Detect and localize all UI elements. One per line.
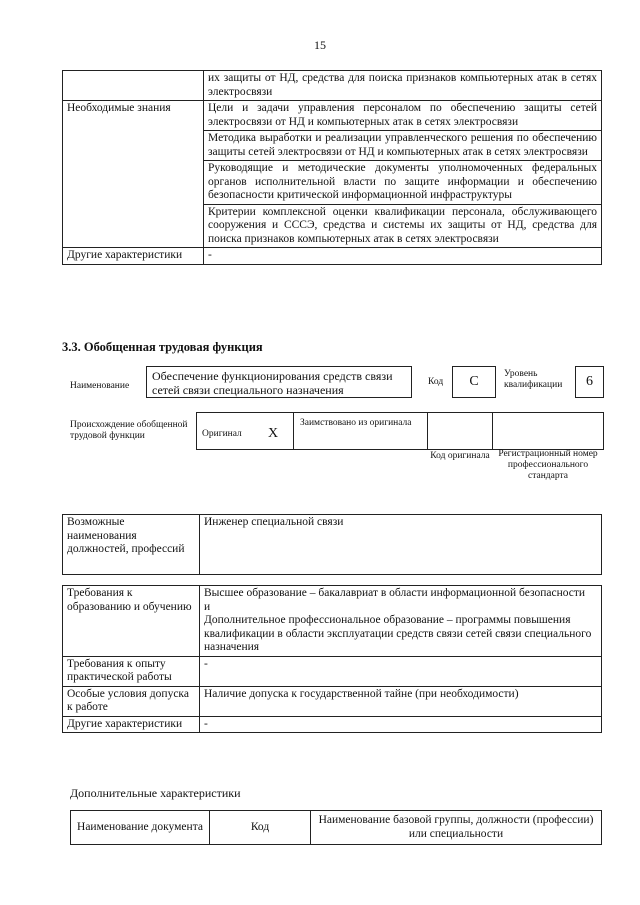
requirement-value: Высшее образование – бакалавриат в области информационной безопасности и Дополнительное профессиональное образование – программы повышения квалификации в области эксплуатации средств связи сетей связи специального назначения [200, 586, 602, 657]
other-value: - [204, 248, 602, 265]
positions-label: Возможные наименования должностей, профессий [63, 515, 200, 575]
requirement-value: - [200, 716, 602, 733]
section-title: 3.3. Обобщенная трудовая функция [62, 340, 263, 354]
requirements-table [62, 585, 602, 733]
other-label: Другие характеристики [63, 248, 204, 265]
name-label: Наименование [70, 381, 130, 391]
additional-table [70, 810, 602, 845]
header-cell: Наименование документа [71, 811, 210, 845]
gtf-name-box: Обеспечение функционирования средств связи сетей связи специального назначения [146, 366, 412, 398]
reg-number-caption: Регистрационный номер профессионального стандарта [498, 449, 598, 481]
borrowed-label: Заимствовано из оригинала [300, 418, 412, 428]
level-box: 6 [575, 366, 604, 398]
table-cell: их защиты от НД, средства для поиска признаков компьютерных атак в сетях электросвязи [204, 71, 602, 101]
knowledge-item: Методика выработки и реализации управленческого решения по обеспечению защиты сетей электросвязи от НД и компьютерных атак в сетях электросвязи [204, 131, 602, 161]
positions-table [62, 514, 602, 575]
knowledge-item: Цели и задачи управления персоналом по обеспечению защиты сетей электросвязи от НД и компьютерных атак в сетях электросвязи [204, 101, 602, 131]
knowledge-label: Необходимые знания [63, 101, 204, 248]
code-original-caption: Код оригинала [430, 451, 490, 461]
requirement-label: Требования к образованию и обучению [63, 586, 200, 657]
knowledge-item: Критерии комплексной оценки квалификации персонала, обслуживающего сооружения и СССЭ, средства и системы их защиты от НД, средства для поиска признаков компьютерных атак в сетях электросвязи [204, 204, 602, 248]
code-box: C [452, 366, 496, 398]
page-number: 15 [314, 38, 326, 52]
positions-value: Инженер специальной связи [200, 515, 602, 575]
origin-label: Происхождение обобщенной трудовой функции [70, 420, 188, 441]
code-label: Код [428, 377, 444, 387]
requirement-label: Особые условия допуска к работе [63, 686, 200, 716]
requirement-value: Наличие допуска к государственной тайне (при необходимости) [200, 686, 602, 716]
original-mark: X [268, 426, 279, 441]
knowledge-table [62, 70, 602, 265]
header-cell: Код [210, 811, 311, 845]
header-cell: Наименование базовой группы, должности (профессии) или специальности [311, 811, 602, 845]
knowledge-item: Руководящие и методические документы уполномоченных федеральных органов исполнительной власти по защите информации и обеспечению безопасности критической информационной инфраструктуры [204, 161, 602, 205]
additional-title: Дополнительные характеристики [70, 786, 241, 800]
level-label: Уровень квалификации [504, 369, 563, 390]
original-label: Оригинал [202, 429, 242, 439]
requirement-label: Требования к опыту практической работы [63, 656, 200, 686]
requirement-value: - [200, 656, 602, 686]
requirement-label: Другие характеристики [63, 716, 200, 733]
